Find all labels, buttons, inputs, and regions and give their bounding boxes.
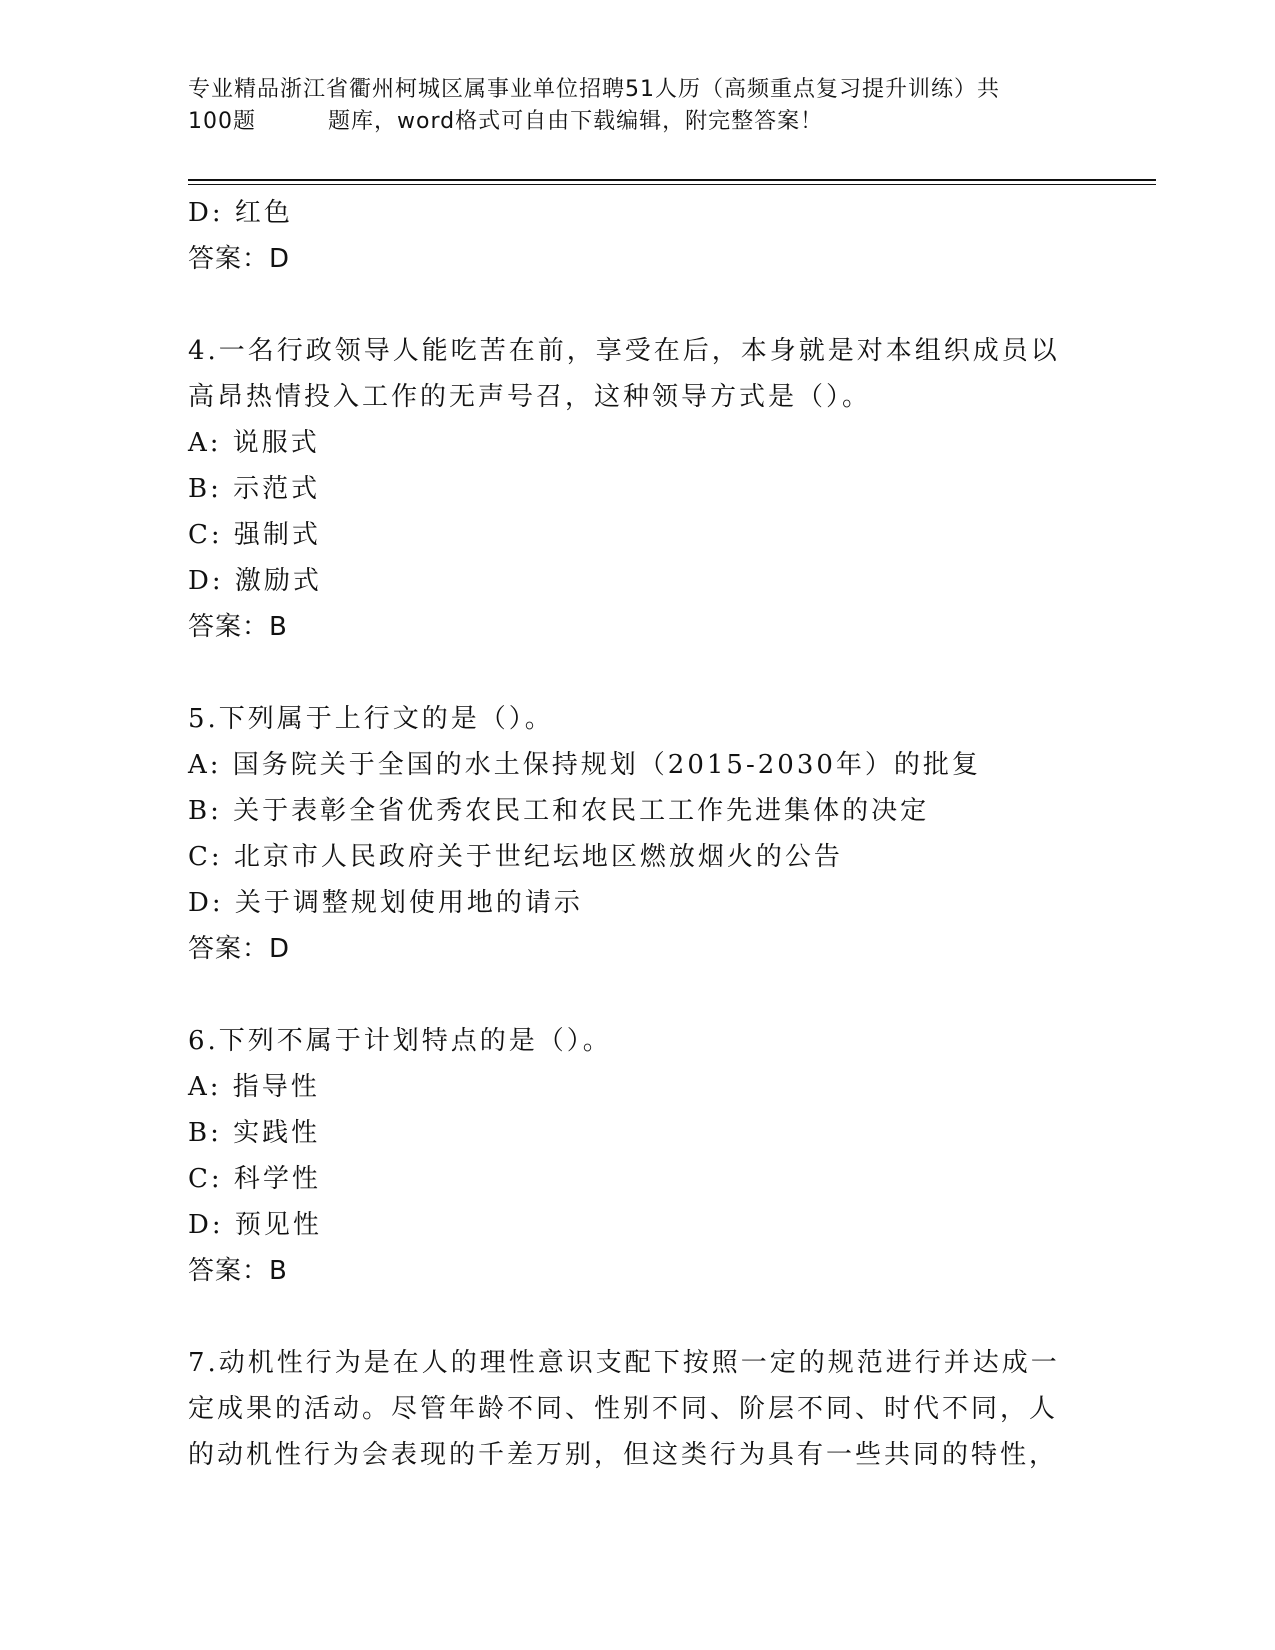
- option-d: D: 红色: [188, 198, 293, 228]
- question-5: [188, 696, 1088, 972]
- page-header: [188, 74, 1088, 138]
- header-divider-thick: [188, 179, 1156, 181]
- option-d: D: 激励式: [188, 566, 322, 596]
- option-b: B: 实践性: [188, 1118, 321, 1148]
- option-c: C: 科学性: [188, 1164, 321, 1194]
- header-title-suffix: 题库，word格式可自由下载编辑，附完整答案！: [328, 109, 824, 134]
- question-stem: 7.动机性行为是在人的理性意识支配下按照一定的规范进行并达成一: [188, 1348, 1060, 1378]
- option-c: C: 北京市人民政府关于世纪坛地区燃放烟火的公告: [188, 842, 843, 872]
- option-b: B: 关于表彰全省优秀农民工和农民工工作先进集体的决定: [188, 796, 930, 826]
- option-a: A: 指导性: [188, 1072, 320, 1102]
- question-stem: 5.下列属于上行文的是（）。: [188, 704, 554, 734]
- header-question-count: 100题: [188, 109, 256, 134]
- question-stem: 的动机性行为会表现的千差万别，但这类行为具有一些共同的特性，: [188, 1440, 1059, 1470]
- question-stem: 6.下列不属于计划特点的是（）。: [188, 1026, 612, 1056]
- option-a: A: 说服式: [188, 428, 320, 458]
- option-c: C: 强制式: [188, 520, 321, 550]
- answer-line: 答案：B: [188, 612, 288, 642]
- header-divider-thin: [188, 184, 1156, 185]
- question-content: [188, 190, 1088, 1478]
- option-d: D: 预见性: [188, 1210, 322, 1240]
- header-title-line2: [188, 106, 1088, 138]
- question-6: [188, 1018, 1088, 1294]
- answer-line: 答案：D: [188, 934, 291, 964]
- question-4: [188, 328, 1088, 650]
- header-title-line1: 专业精品浙江省衢州柯城区属事业单位招聘51人历（高频重点复习提升训练）共: [188, 77, 1000, 102]
- answer-line: 答案：B: [188, 1256, 288, 1286]
- question-7: [188, 1340, 1088, 1478]
- option-a: A: 国务院关于全国的水土保持规划（2015-2030年）的批复: [188, 750, 981, 780]
- question-stem: 4.一名行政领导人能吃苦在前，享受在后，本身就是对本组织成员以: [188, 336, 1060, 366]
- option-d: D: 关于调整规划使用地的请示: [188, 888, 583, 918]
- question-stem: 高昂热情投入工作的无声号召，这种领导方式是（）。: [188, 382, 872, 412]
- option-b: B: 示范式: [188, 474, 321, 504]
- answer-line: 答案：D: [188, 244, 291, 274]
- question-stem: 定成果的活动。尽管年龄不同、性别不同、阶层不同、时代不同，人: [188, 1394, 1059, 1424]
